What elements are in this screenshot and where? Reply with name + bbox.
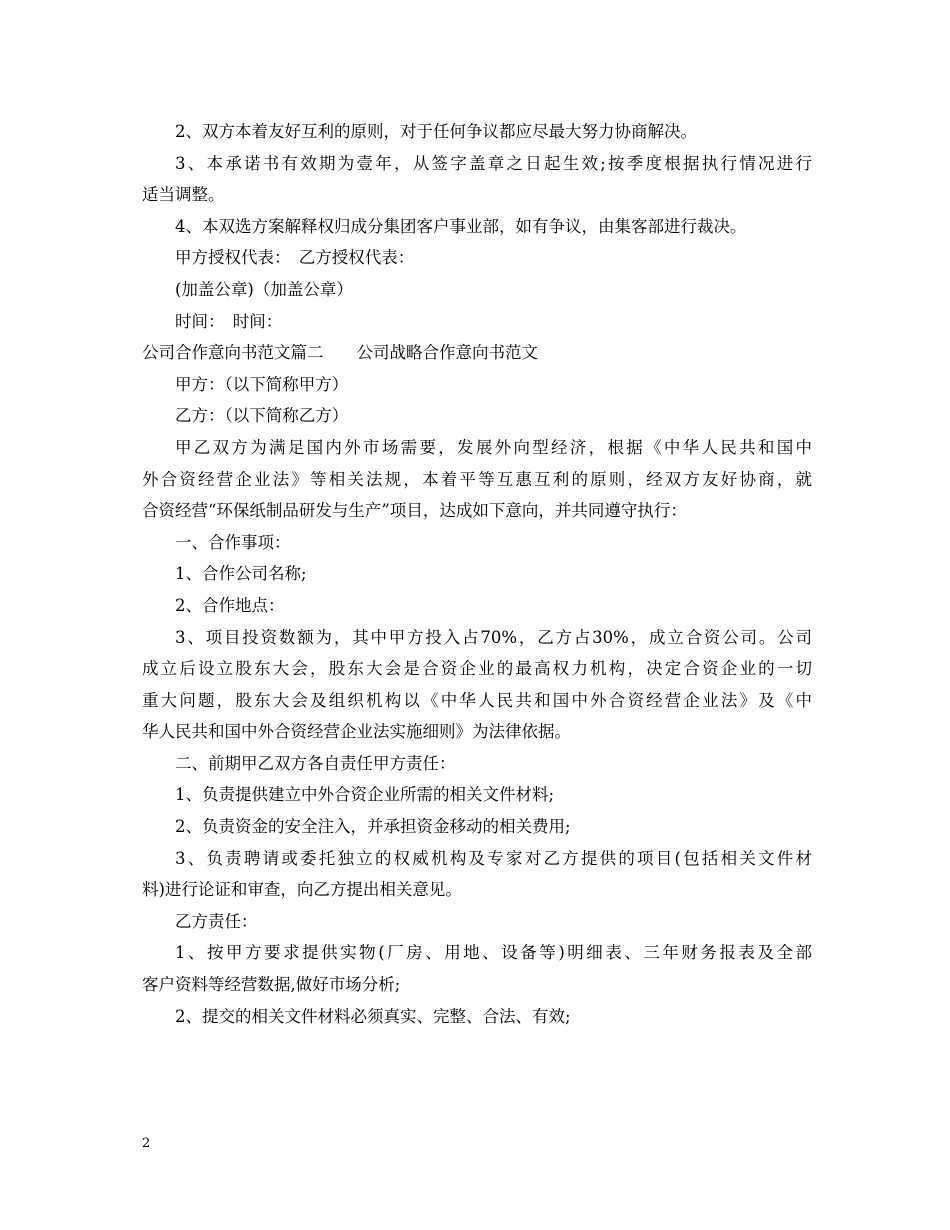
text-line: 甲方授权代表： 乙方授权代表： — [175, 248, 415, 268]
text-line: 1、按甲方要求提供实物(厂房、用地、设备等)明细表、三年财务报表及全部 — [175, 943, 812, 963]
text-line: (加盖公章)（加盖公章） — [175, 279, 353, 299]
text-line: 合资经营“环保纸制品研发与生产”项目，达成如下意向，并共同遵守执行： — [142, 501, 687, 521]
text-line: 成立后设立股东大会，股东大会是合资企业的最高权力机构，决定合资企业的一切 — [142, 659, 812, 679]
text-line: 3、负责聘请或委托独立的权威机构及专家对乙方提供的项目(包括相关文件材 — [175, 848, 812, 868]
text-line: 外合资经营企业法》等相关法规，本着平等互惠互利的原则，经双方友好协商，就 — [142, 469, 812, 489]
text-line: 2、双方本着友好互利的原则，对于任何争议都应尽最大努力协商解决。 — [175, 122, 697, 141]
text-line: 适当调整。 — [142, 185, 225, 205]
text-line: 乙方责任： — [175, 911, 258, 931]
text-line: 料)进行论证和审查，向乙方提出相关意见。 — [142, 880, 462, 900]
text-line: 1、负责提供建立中外合资企业所需的相关文件材料; — [175, 785, 555, 805]
text-line: 4、本双选方案解释权归成分集团客户事业部，如有争议，由集客部进行裁决。 — [175, 216, 747, 236]
text-line: 甲乙双方为满足国内外市场需要，发展外向型经济，根据《中华人民共和国中 — [175, 437, 812, 457]
text-line: 二、前期甲乙双方各自责任甲方责任： — [175, 753, 456, 773]
text-line: 1、合作公司名称; — [175, 564, 307, 584]
text-line: 3、本承诺书有效期为壹年，从签字盖章之日起生效;按季度根据执行情况进行 — [175, 153, 812, 173]
text-line: 重大问题，股东大会及组织机构以《中华人民共和国中外合资经营企业法》及《中 — [142, 690, 812, 710]
text-line: 乙方：（以下简称乙方） — [175, 406, 349, 426]
text-line: 2、提交的相关文件材料必须真实、完整、合法、有效; — [175, 1006, 571, 1026]
text-line: 2、合作地点： — [175, 595, 285, 615]
page-number: 2 — [142, 1136, 151, 1151]
section-heading: 公司合作意向书范文篇二 公司战略合作意向书范文 — [142, 343, 538, 363]
text-line: 2、负责资金的安全注入，并承担资金移动的相关费用; — [175, 817, 571, 837]
text-line: 华人民共和国中外合资经营企业法实施细则》为法律依据。 — [142, 722, 571, 742]
document-body — [142, 116, 812, 1032]
text-line: 3、项目投资数额为，其中甲方投入占70%，乙方占30%，成立合资公司。公司 — [175, 627, 812, 647]
text-line: 一、合作事项： — [175, 532, 291, 552]
text-line: 客户资料等经营数据,做好市场分析; — [142, 975, 401, 995]
text-line: 甲方：（以下简称甲方） — [175, 374, 349, 394]
text-line: 时间： 时间： — [175, 311, 283, 331]
